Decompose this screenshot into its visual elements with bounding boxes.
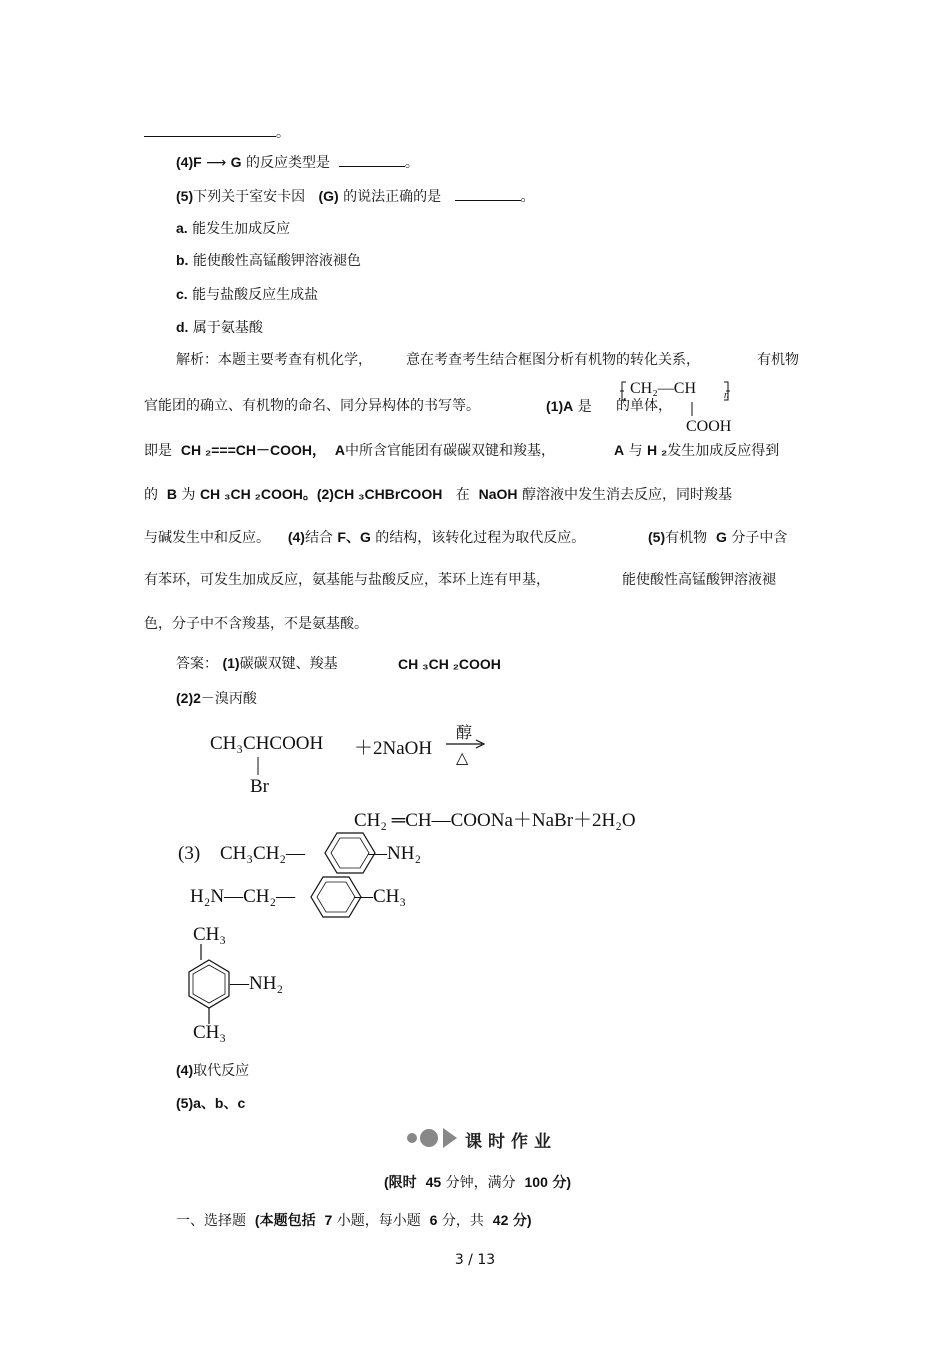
answer-5: (5)a、b、c xyxy=(176,1095,246,1111)
analysis-line-2d: 的单体， xyxy=(616,398,672,414)
option-a: a. 能发生加成反应 xyxy=(176,220,291,237)
answer-1: 答案： (1)碳碳双键、羧基 xyxy=(176,655,338,672)
homework-banner: 课时作业 xyxy=(405,1125,575,1151)
analysis-line-3b: A 与 H ₂发生加成反应得到 xyxy=(614,442,780,459)
analysis-line-2b: (1)A 是 xyxy=(546,398,592,415)
question-5: (5)下列关于室安卡因 (G) 的说法正确的是 。 xyxy=(176,188,535,205)
polymer-structure: CH₂—CH n COOH xyxy=(620,378,740,438)
page-number: 3 / 13 xyxy=(454,1252,496,1268)
analysis-line-7: 色，分子中不含羧基，不是氨基酸。 xyxy=(144,616,368,632)
analysis-line-6: 有苯环，可发生加成反应，氨基能与盐酸反应，苯环上连有甲基， xyxy=(144,572,550,588)
bond-line xyxy=(257,757,261,777)
answer-1-formula: CH ₃CH ₂COOH xyxy=(398,656,501,672)
question-4: (4)F ⟶ G 的反应类型是 。 xyxy=(176,154,419,171)
option-b: b. 能使酸性高锰酸钾溶液褪色 xyxy=(176,252,361,269)
analysis-line-1: 解析：本题主要考查有机化学， xyxy=(176,352,372,368)
analysis-line-4: 的 B 为 CH ₃CH ₂COOH。(2)CH ₃CHBrCOOH 在 NaOH 醇溶液中发生消去反应，同时羧基 xyxy=(144,486,732,503)
time-limit: (限时 45 分钟，满分 100 分) xyxy=(384,1174,571,1191)
analysis-line-2: 官能团的确立、有机物的命名、同分异构体的书写等。 xyxy=(144,398,480,414)
answer-2: (2)2－溴丙酸 xyxy=(176,690,257,707)
answer-blank xyxy=(144,122,276,137)
option-d: d. 属于氨基酸 xyxy=(176,319,263,336)
option-c: c. 能与盐酸反应生成盐 xyxy=(176,286,319,303)
section-heading: 一、选择题 (本题包括 7 小题，每小题 6 分，共 42 分) xyxy=(176,1212,532,1229)
dots-arrow-icon xyxy=(405,1125,465,1151)
q3-answer-line: 。 xyxy=(144,122,290,143)
analysis-line-6b: 能使酸性高锰酸钾溶液褪 xyxy=(622,572,776,588)
answer-4: (4)取代反应 xyxy=(176,1062,250,1079)
analysis-line-1b: 意在考查考生结合框图分析有机物的转化关系， xyxy=(406,352,700,368)
analysis-line-1c: 有机物 xyxy=(757,352,799,368)
analysis-line-5b: (5)有机物 G 分子中含 xyxy=(648,529,788,546)
analysis-line-5: 与碱发生中和反应。 (4)结合 F、G 的结构，该转化过程为取代反应。 xyxy=(144,529,586,546)
answer-blank xyxy=(455,186,521,201)
answer-blank xyxy=(339,152,405,167)
analysis-line-3: 即是 CH ₂===CH－COOH， A中所含官能团有碳碳双键和羧基， xyxy=(144,442,556,459)
